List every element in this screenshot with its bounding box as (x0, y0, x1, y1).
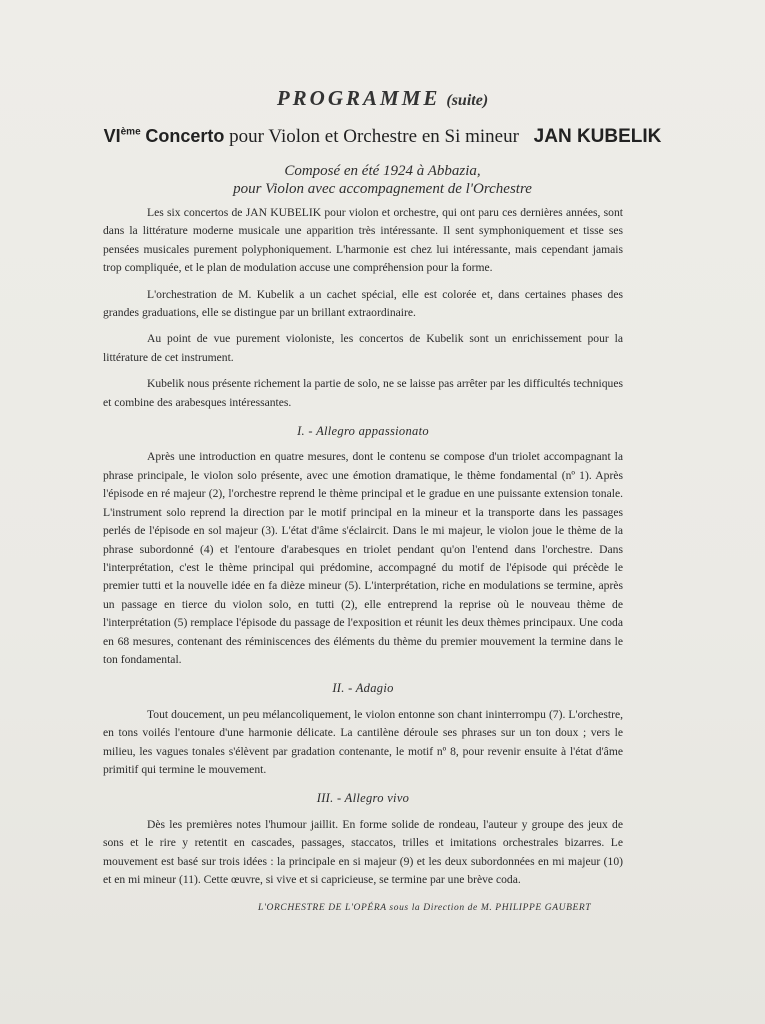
orchestra-credit: L'ORCHESTRE DE L'OPÉRA sous la Direction de M. PHILIPPE GAUBERT (258, 903, 592, 913)
movement-text: Tout doucement, un peu mélancoliquement, le violon entonne son chant ininterrompu (7). L'orchestre, en tons voilés l'entoure d'une harmonie délicate. La cantilène déroule ses phrases sur un ton doux ; vers le milieu, les vagues tonales s'élèvent par gradation contenante, le motif nº 8, pour revenir ensuite à l'état d'âme primitif qui termine le mouvement. (103, 707, 623, 776)
program-body (103, 204, 623, 897)
title-text: PROGRAMME (276, 86, 441, 110)
concerto-heading (0, 126, 765, 148)
movement-heading: I. - Allegro appassionato (297, 424, 429, 439)
movement-heading: III. - Allegro vivo (316, 791, 410, 806)
page-title (0, 86, 765, 111)
title-suffix: (suite) (446, 92, 489, 109)
concerto-number-suffix: ème (120, 126, 141, 138)
concerto-word: Concerto (145, 126, 225, 146)
movement-text: Après une introduction en quatre mesures, dont le contenu se compose d'un triolet accompagnant la phrase principale, le violon solo présente, avec une émotion dramatique, le thème fondamental (nº 1). Après l'épisode en ré majeur (2), l'orchestre reprend le thème principal et le gradue en une puissante extension tonale. L'instrument solo reprend la direction par le motif principal en la mineur et la transporte dans les passages perlés de l'épisode en sol majeur (3). L'état d'âme s'éclaircit. Dans le mi majeur, le violon joue le thème de la phrase subordonné (4) et l'entoure d'arabesques en triolet pendant qu'on l'entend dans l'orchestre. Dans l'interprétation, c'est le thème principal qui prédomine, accompagné du motif de l'épisode qui précède le premier tutti et la nouvelle idée en fa dièze mineur (5). L'interprétation, riche en modulations se termine, après un passage en tierce du violon solo, en tutti (2), elle entreprend la reprise où le nouveau thème de l'interprétation (5) remplace l'épisode du passage de l'exposition et réunit les deux thèmes principaux. Une coda en 68 mesures, contenant des réminiscences des éléments du thème du premier mouvement la termine dans le ton fondamental. (103, 450, 623, 666)
intro-paragraph: L'orchestration de M. Kubelik a un cachet spécial, elle est colorée et, dans certaines phases des grandes graduations, elle se distingue par un brillant extraordinaire. (103, 287, 623, 320)
composition-note-line-1: Composé en été 1924 à Abbazia, (284, 163, 481, 179)
movement-heading: II. - Adagio (332, 681, 394, 696)
composition-note-line-2: pour Violon avec accompagnement de l'Orchestre (233, 181, 532, 197)
composer-name: JAN KUBELIK (533, 126, 662, 147)
concerto-description: pour Violon et Orchestre en Si mineur (229, 126, 519, 147)
intro-paragraph: Au point de vue purement violoniste, les concertos de Kubelik sont un enrichissement pour la littérature de cet instrument. (103, 332, 623, 364)
intro-paragraph: Les six concertos de JAN KUBELIK pour violon et orchestre, qui ont paru ces dernières années, sont dans la littérature moderne musicale une apparition très intéressante. Il sent symphoniquement et tisse ses pensées musicales purement polyphoniquement. L'harmonie est chez lui intéressante, mais cependant jamais trop compliquée, et le plan de modulation accuse une compréhension pour la forme. (103, 206, 623, 275)
movement-text: Dès les premières notes l'humour jaillit. En forme solide de rondeau, l'auteur y groupe des jeux de sons et le rire y retentit en cascades, passages, staccatos, trilles et imitations orchestrales bizarres. Le mouvement est basé sur trois idées : la principale en si majeur (9) et les deux subordonnées en mi majeur (10) et en mi mineur (11). Cette œuvre, si vive et si capricieuse, se termine par une brève coda. (103, 817, 623, 886)
composition-note (0, 162, 765, 198)
intro-paragraph: Kubelik nous présente richement la partie de solo, ne se laisse pas arrêter par les difficultés techniques et combine des arabesques intéressantes. (103, 377, 623, 409)
concerto-number: VI (103, 126, 121, 146)
